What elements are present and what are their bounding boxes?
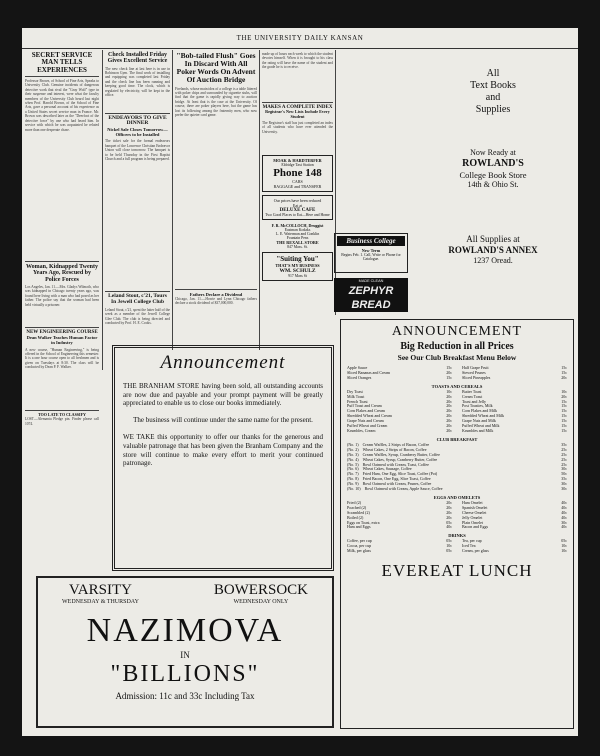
menu-item: Sliced Pineapples (462, 374, 491, 380)
column-2 (105, 52, 170, 352)
classified-head: TOO LATE TO CLASSIFY (38, 411, 86, 417)
menu-item: Boiled (2) (347, 514, 364, 520)
menu-price: 50c (561, 471, 567, 477)
mccolloch-ad (262, 223, 333, 249)
everett-lunch-ad (340, 319, 574, 729)
menu-item: Wheat Cakes, Syrup, Cranberry Butter, Coffee (362, 456, 438, 462)
menu-row (462, 549, 567, 554)
menu-item: Ham and Eggs (347, 524, 371, 530)
ad-line: ROWLAND'S (462, 158, 524, 169)
ad-line: Begins Feb. 1. Call, Write or Phone for Catalogue. (341, 253, 401, 261)
menu-price: 35c (561, 441, 567, 447)
ad-line: Fountain Pens (286, 235, 309, 240)
menu-item: Puffed Wheat and Cream (347, 423, 388, 429)
menu-price: 10c (561, 543, 567, 549)
ad-line: Supplies (475, 104, 511, 115)
article-headline: SECRET SERVICE MAN TELLS EXPERIENCES (31, 51, 93, 74)
menu-price: 10c (446, 388, 452, 394)
menu-item: Cream Waffles, Syrup, Cranberry Butter, Coffee (362, 451, 440, 457)
ad-line: Our prices have been reduced (273, 197, 322, 203)
menu-item: Iced Tea (462, 543, 476, 549)
menu-item: Cream, per glass (462, 548, 489, 554)
ad-line: THE REXALL STORE (276, 239, 319, 245)
menu-price: 05c (446, 538, 452, 544)
ad-line: CARS (292, 178, 303, 184)
menu-item: Grape Nuts and Milk (462, 418, 496, 424)
menu-price: 20c (446, 427, 452, 433)
menu-item: Half Grape Fruit (462, 365, 489, 370)
menu-price: 15c (561, 413, 567, 419)
article-body: Chicago, Jan. 11.—Howie and Lynn Chicago fathers declare a stock dividend of $37,000,000. (175, 296, 257, 306)
ad-line: 14th & Ohio St. (467, 180, 519, 189)
menu-price: 15c (561, 403, 567, 409)
ad-paragraph: WE TAKE this opportunity to offer our thanks for the generous and valuable patronage that has been given the Branham Company and the store will continue to make every effort to merit your continued patronage. (123, 433, 323, 468)
ad-line: ROWLAND'S ANNEX (448, 245, 538, 255)
ad-subtitle: Big Reduction in all Prices (400, 341, 514, 352)
article-headline: Check Installed Friday Gives Excellent Service (107, 52, 168, 65)
column-3 (175, 52, 257, 352)
menu-price: 20c (561, 393, 567, 399)
menu-item: Cream Waffles, 2 Strips of Bacon, Coffee (362, 441, 430, 447)
menu-item: Grape Nuts and Cream (347, 418, 384, 424)
menu-item: (No. 10) (347, 486, 361, 492)
admission-text: Admission: 11c and 33c Including Tax (115, 691, 255, 701)
menu-price: 40c (561, 504, 567, 510)
menu-price: 40c (561, 524, 567, 530)
menu-price: 05c (446, 519, 452, 525)
menu-price: 20c (446, 418, 452, 424)
toasts-menu (347, 390, 567, 434)
ad-line: L. E. Waterman and Conklin (275, 231, 320, 236)
menu-item: Apple Sauce (347, 365, 368, 370)
article-headline: Leland Stout, c'21, Tours In Jewell College Club (108, 293, 167, 306)
zephyr-logo: ZEPHYR BREAD (348, 285, 394, 311)
eggs-left-col (347, 501, 452, 530)
menu-item: Corn Flakes and Cream (347, 408, 385, 414)
menu-price: 20c (446, 514, 452, 520)
ad-line: THAT'S MY BUSINESS (275, 262, 320, 268)
menu-item: Fried Bacon, One Egg, Slice Toast, Coffee (362, 476, 431, 482)
eggs-right-col (462, 501, 567, 530)
ad-title: Announcement (160, 352, 286, 373)
menu-price: 10c (446, 543, 452, 549)
ad-line: Eastman Kodaks (284, 227, 311, 232)
drinks-right-col (462, 539, 567, 554)
menu-item: Cheese Omelet (462, 509, 487, 515)
menu-item: Puff Toast and Cream (347, 403, 382, 409)
section-head: CLUB BREAKFAST (436, 436, 478, 442)
ad-paragraph: The business will continue under the same name for the present. (133, 415, 313, 424)
menu-price: 15c (561, 408, 567, 414)
menu-item: Toast and Jelly (462, 398, 486, 404)
section-head: DRINKS (448, 533, 466, 539)
article-body: The Registrar's staff has just completed an index of all students who have ever attended the University. (262, 120, 333, 134)
menu-item: Shredded Wheat and Milk (462, 413, 505, 419)
menu-item: Corn Flakes and Milk (462, 408, 497, 414)
article-body: Professor Brown, of School of Fine Arts, Speaks to University Club. Genuine incidents of dangerous detective work that rival the "Gray Wolf" type in their suspense and interest, were what the faculty members of the University Club heard last night when Prof. Harold Brown, of the School of Fine Arts, gave a personal account of his experience as a United States secret service man in France. Mr. Brown was described later as the "Deerfoot of the detective force" by one who had heard him. In service with which he was acquainted he related more than one desperate chase. (25, 79, 99, 132)
menu-item: Wheat Cakes, Sausage, Coffee (362, 466, 412, 472)
menu-price: 15c (561, 365, 567, 370)
drinks-left-col (347, 539, 452, 554)
ad-title: ANNOUNCEMENT (391, 324, 523, 339)
menu-price: 20c (446, 403, 452, 409)
ad-paragraph: THE BRANHAM STORE having been sold, all outstanding accounts are now due and payable and your prompt payment will be greatly appreciated to enable us to close our books immediately. (123, 382, 323, 408)
ad-line: All (486, 68, 500, 79)
ad-line: F. R. McCOLLOCH, Druggist (271, 222, 324, 228)
ad-script: Business College (337, 236, 405, 246)
menu-price: 25c (561, 451, 567, 457)
menu-item: Butter Toast (462, 388, 482, 394)
ad-line: 1237 Oread. (473, 256, 513, 265)
branham-announcement-ad (112, 345, 334, 571)
menu-item: Post Toasties, Milk (462, 403, 493, 409)
menu-item: Milk Toast (347, 393, 365, 399)
menu-item: (No. 7) (347, 471, 359, 477)
column-divider (172, 50, 173, 350)
ad-line: "Suiting You" (276, 254, 319, 263)
eggs-menu (347, 501, 567, 530)
menu-item: Cocoa, per cup (347, 543, 372, 549)
menu-price: 20c (446, 398, 452, 404)
menu-row (347, 487, 567, 492)
drinks-menu (347, 539, 567, 554)
schulz-ad (262, 252, 333, 281)
menu-item: (No. 6) (347, 466, 359, 472)
menu-price: 10c (561, 388, 567, 394)
ad-line: DELUXE CAFE (279, 207, 316, 213)
ad-line: MOAK & HARDTERFER (273, 157, 322, 163)
menu-item: Plain Omelet (462, 519, 483, 525)
zephyr-bread-ad (334, 278, 408, 317)
fruit-menu (347, 366, 567, 381)
menu-price: 35c (561, 476, 567, 482)
ad-line: MADE CLEAN (358, 279, 384, 283)
menu-price: 05c (446, 548, 452, 554)
article-headline: NEW ENGINEERING COURSE (26, 329, 98, 335)
menu-row (462, 376, 567, 381)
menu-item: Eggs on Toast, extra (347, 519, 380, 525)
menu-item: Ham Omelet (462, 499, 483, 505)
ad-line: Eat at (292, 202, 303, 208)
menu-item: Fried (2) (347, 499, 362, 505)
menu-price: 30c (561, 481, 567, 487)
film-title: "BILLIONS" (110, 661, 260, 687)
deluxe-cafe-ad (262, 195, 333, 220)
article-body: The ticket sale for the formal endeavors banquet of the Lawrence Christian Endeavor Union will close tomorrow. The banquet is to be held Thursday in the First Baptist Church and a full program is being prepared. (105, 139, 170, 162)
menu-price: 20c (446, 423, 452, 429)
menu-item: (No. 3) (347, 451, 359, 457)
menu-item: (No. 1) (347, 441, 359, 447)
menu-item: Coffee, per cup (347, 538, 372, 544)
rowlands-ad (412, 58, 574, 316)
nazimova-movie-ad (36, 576, 334, 728)
menu-price: 20c (446, 499, 452, 505)
classified-body: LOST—Alemania Pledge pin. Finder please call 1074. (25, 417, 99, 426)
menu-item: Wheat Cakes, 2 Strips of Bacon, Coffee (362, 446, 427, 452)
menu-row (347, 376, 452, 381)
menu-price: 15c (561, 427, 567, 433)
menu-price: 20c (446, 509, 452, 515)
menu-item: Scrambled (2) (347, 509, 370, 515)
masthead: THE UNIVERSITY DAILY KANSAN (22, 28, 578, 49)
ad-line: College Book Store (459, 170, 527, 180)
menu-price: 15c (561, 369, 567, 375)
menu-price: 15c (561, 423, 567, 429)
moak-hardterfer-ad (262, 155, 333, 192)
menu-price: 15c (446, 365, 452, 370)
ad-line: IN (180, 650, 190, 660)
menu-item: French Toast (347, 398, 368, 404)
menu-item: Fried Ham, One Egg, Slice Toast, Coffee (Pot) (362, 471, 438, 477)
menu-item: Krumbles, Cream (347, 427, 376, 433)
column-1 (25, 52, 99, 572)
menu-item: Sliced Bananas and Cream (347, 369, 390, 375)
menu-item: Spanish Omelet (462, 504, 488, 510)
menu-item: Milk, per glass (347, 548, 371, 554)
ad-line: Text Books (470, 80, 516, 91)
menu-price: 20c (446, 393, 452, 399)
menu-item: Cream Toast (462, 393, 483, 399)
article-body: Firelands, whose main idea of a college is a table littered with poker chips and surrounded by cigarette stubs, will find that the game is rapidly giving way to auction bridge. At least that is the case at the University. Of course, there are poker players here, but the game has lost its following among the fraternity men, who now prefer the quieter card game. (175, 86, 257, 117)
fruit-left-col (347, 366, 452, 381)
menu-row (347, 429, 452, 434)
club-breakfast-list (347, 443, 567, 492)
menu-item: Bacon and Eggs (462, 524, 488, 530)
article-subhead: Nickel Sale Closes Tomorrow—Officers to be Installed (107, 127, 168, 138)
menu-item: (No. 8) (347, 476, 359, 482)
menu-price: 15c (446, 374, 452, 380)
column-4 (262, 52, 333, 322)
article-headline: "Bob-tailed Flush" Goes In Discard With All Poker Words On Advent Of Auction Bridge (176, 51, 256, 84)
article-body: Los Angeles, Jan. 11.—Mrs. Gladys Wilmoth, who was kidnapped in Chicago twenty years ago, was found here living with a man who had posed as her father. The police say that the woman had been held virtually a prisoner. (25, 284, 99, 307)
menu-price: 30c (561, 519, 567, 525)
ad-line: and (485, 92, 501, 103)
ad-line: BAGGAGE and TRANSFER (273, 183, 322, 189)
article-headline: ENDEAVORS TO GIVE DINNER (108, 114, 167, 127)
theater-name: VARSITY (68, 582, 132, 598)
menu-price: 25c (561, 456, 567, 462)
menu-price: 40c (446, 524, 452, 530)
business-college-ad (334, 233, 408, 273)
menu-price: 25c (561, 461, 567, 467)
menu-price: 05c (561, 538, 567, 544)
ad-subtitle: See Our Club Breakfast Menu Below (397, 353, 517, 362)
menu-item: Shredded Wheat and Cream (347, 413, 392, 419)
theater-left (62, 582, 139, 606)
menu-price: 20c (446, 369, 452, 375)
menu-price: 40c (561, 509, 567, 515)
theater-days: WEDNESDAY ONLY (233, 599, 289, 605)
menu-row (347, 549, 452, 554)
article-subhead: Fathers Declare a Dividend (189, 291, 243, 297)
menu-item: Sliced Oranges (347, 374, 372, 380)
ad-line: GOLD CLEAN (358, 313, 384, 317)
column-divider (259, 50, 260, 350)
menu-price: 40c (561, 499, 567, 505)
menu-item: (No. 4) (347, 456, 359, 462)
menu-price: 20c (446, 408, 452, 414)
ad-line: Now Ready at (470, 148, 516, 157)
menu-price: 20c (446, 504, 452, 510)
ad-line: Two Good Places to Eat—Here and Home (265, 212, 330, 217)
ad-line: 917 Mass St (288, 273, 307, 278)
ad-line: All Supplies at (466, 234, 520, 244)
ad-footer: EVEREAT LUNCH (381, 561, 533, 581)
menu-price: 15c (561, 418, 567, 424)
star-name: NAZIMOVA (86, 612, 284, 649)
menu-price: 40c (561, 514, 567, 520)
newspaper-page (22, 28, 578, 736)
ad-line: WM. SCHULZ (279, 267, 316, 274)
menu-item: Bowl Oatmeal with Cream, Apple Sauce, Coffee (364, 486, 443, 492)
menu-item: Bowl Oatmeal with Cream, Toast, Coffee (362, 461, 429, 467)
ad-line: Eldridge Taxi Station (281, 162, 314, 167)
menu-price: 20c (446, 413, 452, 419)
menu-price: 30c (561, 466, 567, 472)
theater-days: WEDNESDAY & THURSDAY (62, 599, 139, 605)
menu-row (347, 525, 452, 530)
menu-item: (No. 2) (347, 446, 359, 452)
menu-price: 25c (561, 446, 567, 452)
article-headline: MAKES A COMPLETE INDEX (262, 105, 333, 110)
article-body: The new check line at last here is in use in Robinson Gym. The final work of installing and equipping was completed last Friday and the check line has been running and keeping good time. The clock, which is regulated by electricity, will be kept in the office. (105, 66, 170, 98)
toasts-right-col (462, 390, 567, 434)
article-subhead: Registrar's New Lists Include Every Student (265, 109, 330, 120)
article-body: made up of hours each week to which the student devotes himself. When it is brought to his class the rating will have the name of the student and the grade he is to receive. (262, 52, 333, 70)
menu-price: 20c (561, 374, 567, 380)
menu-item: Krumbles and Milk (462, 427, 494, 433)
toasts-left-col (347, 390, 452, 434)
menu-item: Puffed Wheat and Milk (462, 423, 500, 429)
section-head: TOASTS AND CEREALS (431, 383, 483, 389)
column-divider (335, 50, 336, 315)
menu-row (462, 429, 567, 434)
ad-phone: Phone 148 (273, 166, 322, 179)
theater-name: BOWERSOCK (213, 582, 308, 598)
section-head: EGGS AND OMELETS (433, 494, 481, 500)
article-headline: Woman, Kidnapped Twenty Years Ago, Rescued by Police Forces (26, 264, 98, 283)
theater-header (42, 582, 328, 606)
theater-right (214, 582, 308, 606)
ad-line: New Term (361, 248, 381, 253)
menu-price: 15c (561, 398, 567, 404)
menu-item: Tea, per cup (462, 538, 482, 544)
article-body: A new course, "Human Engineering," is being offered in the School of Engineering this semester. It is a one hour course open to all freshmen and is given on Tuesdays at 8:30. The class will be conducted by Dean P. F. Walker. (25, 347, 99, 370)
article-subhead: Dean Walker Teaches Human Factor in Industry (26, 335, 98, 346)
column-divider (102, 50, 103, 370)
menu-item: Stewed Prunes (462, 369, 486, 375)
menu-item: (No. 9) (347, 481, 359, 487)
menu-item: (No. 5) (347, 461, 359, 467)
ad-line: 847 Mass. St. (287, 244, 308, 249)
menu-item: Dry Toast (347, 388, 363, 394)
article-body: Leland Stout, c'21, spent the latter half of the week as a member of the Jewell College Glee Club. The club is being directed and conducted by Prof. H. E. Cooks. (105, 308, 170, 326)
fruit-right-col (462, 366, 567, 381)
menu-item: Jelly Omelet (462, 514, 483, 520)
menu-item: Poached (2) (347, 504, 367, 510)
menu-row (462, 525, 567, 530)
menu-item: Bowl Oatmeal with Cream, Prunes, Coffee (362, 481, 432, 487)
menu-price: 30c (561, 486, 567, 492)
menu-price: 10c (561, 548, 567, 554)
